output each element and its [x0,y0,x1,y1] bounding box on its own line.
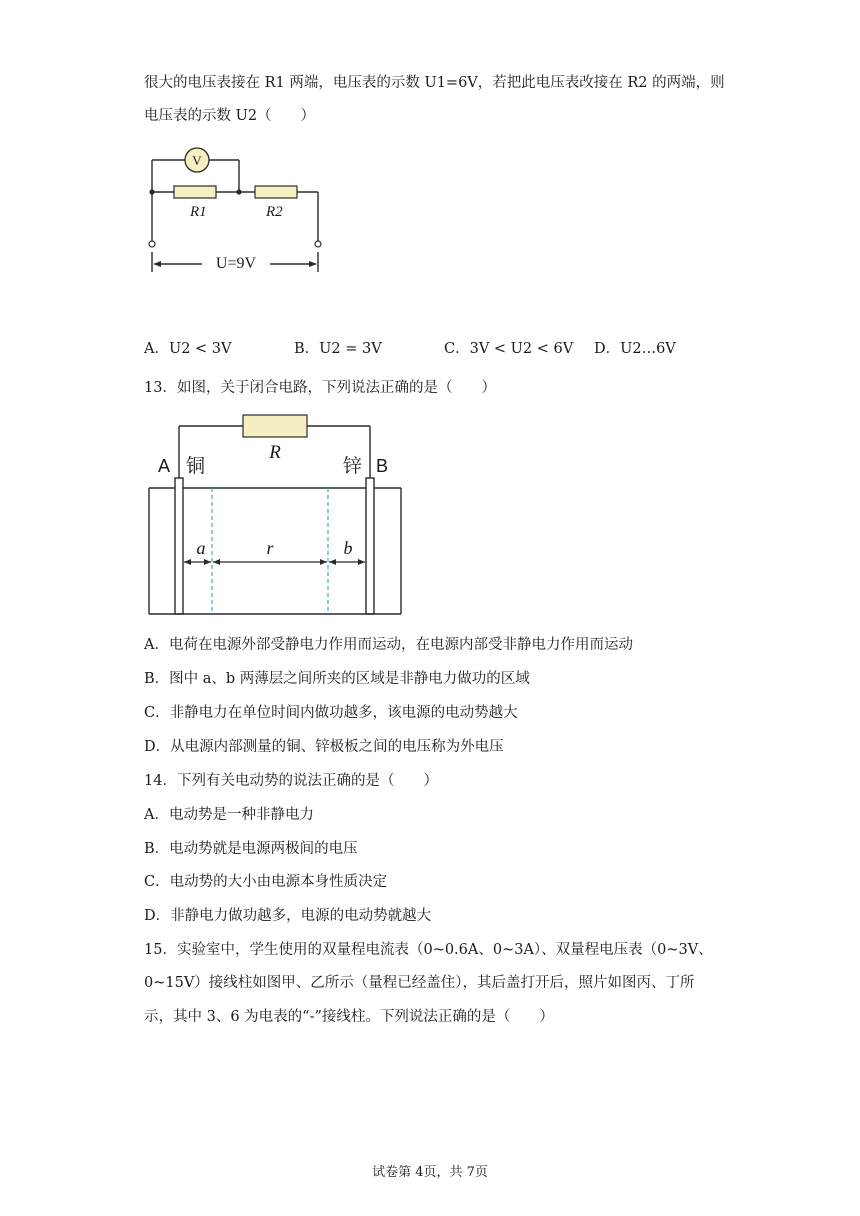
q12-option-c[interactable]: C．3V < U2 < 6V [444,341,574,357]
resistor-r2 [255,186,297,198]
terminal-left [149,241,155,247]
q13-stem: 13．如图，关于闭合电路，下列说法正确的是（ ） [144,380,496,396]
q13-option-b[interactable]: B．图中 a、b 两薄层之间所夹的区域是非静电力做功的区域 [144,671,530,687]
q12-options [144,337,744,359]
layer-b-label: b [343,538,353,558]
q14-stem: 14．下列有关电动势的说法正确的是（ ） [144,773,438,789]
series-circuit-diagram [140,140,340,280]
q13-option-a[interactable]: A．电荷在电源外部受静电力作用而运动，在电源内部受非静电力作用而运动 [144,637,633,653]
q13-option-c[interactable]: C．非静电力在单位时间内做功越多，该电源的电动势越大 [144,705,518,721]
electrolytic-cell-diagram [140,408,410,618]
q14-option-d[interactable]: D．非静电力做功越多，电源的电动势就越大 [144,908,432,924]
q13-option-d[interactable]: D．从电源内部测量的铜、锌极板之间的电压称为外电压 [144,739,504,755]
q12-line-2: 电压表的示数 U2（ ） [144,108,316,124]
voltmeter-label: V [192,153,202,168]
q12-option-a[interactable]: A．U2 < 3V [144,341,232,357]
page-footer: 试卷第 4页，共 7页 [372,1165,488,1180]
copper-label: 铜 [186,455,206,477]
zinc-label: 锌 [343,455,363,477]
resistor-r [243,415,307,437]
layer-a-label: a [196,538,206,558]
q14-option-a[interactable]: A．电动势是一种非静电力 [144,807,314,823]
resistor-r1 [174,186,216,198]
terminal-b-label: B [376,456,389,476]
internal-r-label: r [266,538,274,558]
terminal-right [315,241,321,247]
q14-option-b[interactable]: B．电动势就是电源两极间的电压 [144,841,358,857]
r2-label: R2 [266,204,283,220]
r1-label: R1 [190,204,207,220]
q12-option-b[interactable]: B．U2 = 3V [294,341,382,357]
terminal-a-label: A [158,456,171,476]
voltage-label: U=9V [215,255,257,272]
resistor-label: R [269,442,281,463]
q12-line-1: 很大的电压表接在 R1 两端，电压表的示数 U1=6V，若把此电压表改接在 R2 的两端，则 [144,75,725,91]
q15-line-1: 15．实验室中，学生使用的双量程电流表（0~0.6A、0~3A）、双量程电压表（0~3V、 [144,942,713,958]
q14-option-c[interactable]: C．电动势的大小由电源本身性质决定 [144,874,388,890]
q15-line-2: 0~15V）接线柱如图甲、乙所示（量程已经盖住），其后盖打开后，照片如图丙、丁所 [144,975,695,991]
q15-line-3: 示，其中 3、6 为电表的“-”接线柱。下列说法正确的是（ ） [144,1009,554,1025]
q12-option-d[interactable]: D．U2…6V [594,341,676,357]
